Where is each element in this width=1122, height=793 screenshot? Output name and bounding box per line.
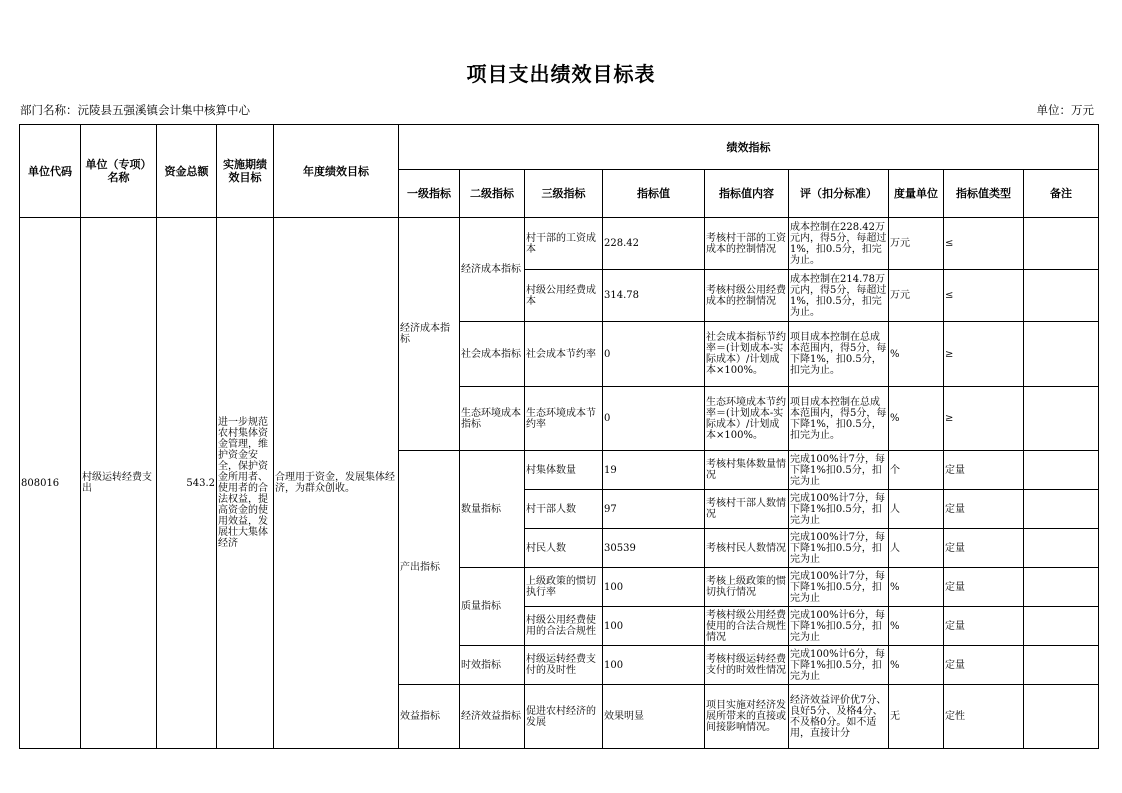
value-type-cell: ≥ — [944, 322, 1024, 387]
criteria-cell: 成本控制在228.42万元内，得5分，每超过1%，扣0.5分，扣完为止。 — [789, 218, 889, 270]
level3-cell: 村集体数量 — [525, 451, 603, 490]
criteria-cell: 项目成本控制在总成本范围内，得5分，每下降1%，扣0.5分，扣完为止。 — [789, 322, 889, 387]
value-cell: 0 — [603, 387, 705, 451]
remark-cell — [1024, 322, 1099, 387]
content-cell: 考核村级运转经费支付的时效性情况 — [705, 646, 789, 685]
content-cell: 考核村级公用经费成本的控制情况 — [705, 270, 789, 322]
header-level1: 一级指标 — [399, 170, 460, 218]
content-cell: 考核村集体数量情况 — [705, 451, 789, 490]
remark-cell — [1024, 607, 1099, 646]
content-cell: 考核村民人数情况 — [705, 529, 789, 568]
level2-cell: 数量指标 — [460, 451, 525, 568]
value-type-cell: 定量 — [944, 451, 1024, 490]
value-cell: 97 — [603, 490, 705, 529]
measure-unit-cell: 万元 — [889, 270, 944, 322]
measure-unit-cell: % — [889, 387, 944, 451]
value-type-cell: 定性 — [944, 685, 1024, 749]
value-cell: 30539 — [603, 529, 705, 568]
content-cell: 考核村级公用经费使用的合法合规性情况 — [705, 607, 789, 646]
value-cell: 100 — [603, 646, 705, 685]
level3-cell: 村级运转经费支付的及时性 — [525, 646, 603, 685]
level3-cell: 村干部人数 — [525, 490, 603, 529]
value-cell: 0 — [603, 322, 705, 387]
value-type-cell: 定量 — [944, 646, 1024, 685]
criteria-cell: 项目成本控制在总成本范围内，得5分，每下降1%，扣0.5分，扣完为止。 — [789, 387, 889, 451]
header-value-type: 指标值类型 — [944, 170, 1024, 218]
level3-cell: 生态环境成本节约率 — [525, 387, 603, 451]
performance-table — [19, 124, 1099, 749]
level3-cell: 村级公用经费成本 — [525, 270, 603, 322]
value-type-cell: 定量 — [944, 568, 1024, 607]
measure-unit-cell: % — [889, 568, 944, 607]
content-cell: 考核上级政策的惯切执行情况 — [705, 568, 789, 607]
remark-cell — [1024, 218, 1099, 270]
measure-unit-cell: % — [889, 607, 944, 646]
header-remark: 备注 — [1024, 170, 1099, 218]
value-cell: 314.78 — [603, 270, 705, 322]
remark-cell — [1024, 387, 1099, 451]
header-fund-total: 资金总额 — [157, 125, 217, 218]
value-type-cell: 定量 — [944, 529, 1024, 568]
header-value: 指标值 — [603, 170, 705, 218]
unit-code-cell: 808016 — [20, 218, 81, 749]
level2-cell: 经济效益指标 — [460, 685, 525, 749]
header-row-1 — [20, 125, 1099, 170]
level3-cell: 社会成本节约率 — [525, 322, 603, 387]
level2-cell: 经济成本指标 — [460, 218, 525, 322]
level2-cell: 质量指标 — [460, 568, 525, 646]
page-title: 项目支出绩效目标表 — [466, 62, 656, 86]
content-cell: 考核村干部人数情况 — [705, 490, 789, 529]
header-criteria: 评（扣分标准） — [789, 170, 889, 218]
measure-unit-cell: 人 — [889, 490, 944, 529]
measure-unit-cell: 个 — [889, 451, 944, 490]
level1-cell: 经济成本指标 — [399, 218, 460, 451]
content-cell: 社会成本指标节约率＝(计划成本-实际成本）/计划成本×100%。 — [705, 322, 789, 387]
level3-cell: 村级公用经费使用的合法合规性 — [525, 607, 603, 646]
level1-cell: 产出指标 — [399, 451, 460, 685]
remark-cell — [1024, 270, 1099, 322]
level1-cell: 效益指标 — [399, 685, 460, 749]
criteria-cell: 完成100%计7分，每下降1%扣0.5分，扣完为止 — [789, 451, 889, 490]
value-type-cell: 定量 — [944, 490, 1024, 529]
value-type-cell: ≤ — [944, 270, 1024, 322]
criteria-cell: 完成100%计7分，每下降1%扣0.5分，扣完为止 — [789, 490, 889, 529]
content-cell: 项目实施对经济发展所带来的直接或间接影响情况。 — [705, 685, 789, 749]
unit-name-cell: 村级运转经费支出 — [81, 218, 157, 749]
measure-unit-cell: % — [889, 322, 944, 387]
header-period-goal: 实施期绩效目标 — [217, 125, 274, 218]
value-type-cell: ≥ — [944, 387, 1024, 451]
value-type-cell: ≤ — [944, 218, 1024, 270]
measure-unit-cell: % — [889, 646, 944, 685]
criteria-cell: 完成100%计6分，每下降1%扣0.5分，扣完为止 — [789, 607, 889, 646]
table-row — [20, 218, 1099, 270]
criteria-cell: 完成100%计7分，每下降1%扣0.5分，扣完为止 — [789, 529, 889, 568]
value-type-cell: 定量 — [944, 607, 1024, 646]
level3-cell: 村干部的工资成本 — [525, 218, 603, 270]
header-annual-goal: 年度绩效目标 — [274, 125, 399, 218]
criteria-cell: 成本控制在214.78万元内，得5分，每超过1%，扣0.5分，扣完为止。 — [789, 270, 889, 322]
level2-cell: 生态环境成本指标 — [460, 387, 525, 451]
value-cell: 100 — [603, 607, 705, 646]
level3-cell: 上级政策的惯切执行率 — [525, 568, 603, 607]
period-goal-cell: 进一步规范农村集体资金管理，维护资金安全，保护资金所用者、使用者的合法权益，提高资金的使用效益，发展壮大集体经济 — [217, 218, 274, 749]
value-cell: 19 — [603, 451, 705, 490]
annual-goal-cell: 合理用于资金，发展集体经济，为群众创收。 — [274, 218, 399, 749]
remark-cell — [1024, 451, 1099, 490]
measure-unit-cell: 万元 — [889, 218, 944, 270]
value-cell: 228.42 — [603, 218, 705, 270]
criteria-cell: 完成100%计6分，每下降1%扣0.5分，扣完为止 — [789, 646, 889, 685]
measure-unit-cell: 无 — [889, 685, 944, 749]
level2-cell: 时效指标 — [460, 646, 525, 685]
fund-total-cell: 543.2 — [157, 218, 217, 749]
level2-cell: 社会成本指标 — [460, 322, 525, 387]
criteria-cell: 完成100%计7分，每下降1%扣0.5分，扣完为止 — [789, 568, 889, 607]
header-measure-unit: 度量单位 — [889, 170, 944, 218]
content-cell: 生态环境成本节约率＝(计划成本-实际成本）/计划成本×100%。 — [705, 387, 789, 451]
remark-cell — [1024, 685, 1099, 749]
measure-unit-cell: 人 — [889, 529, 944, 568]
department-name: 部门名称：沅陵县五强溪镇会计集中核算中心 — [20, 103, 250, 117]
value-cell: 效果明显 — [603, 685, 705, 749]
header-indicators: 绩效指标 — [399, 125, 1099, 170]
header-content: 指标值内容 — [705, 170, 789, 218]
content-cell: 考核村干部的工资成本的控制情况 — [705, 218, 789, 270]
remark-cell — [1024, 646, 1099, 685]
remark-cell — [1024, 568, 1099, 607]
criteria-cell: 经济效益评价优7分、良好5分、及格4分、不及格0分。如不适用，直接计分 — [789, 685, 889, 749]
remark-cell — [1024, 490, 1099, 529]
header-unit-code: 单位代码 — [20, 125, 81, 218]
header-level3: 三级指标 — [525, 170, 603, 218]
level3-cell: 促进农村经济的发展 — [525, 685, 603, 749]
header-level2: 二级指标 — [460, 170, 525, 218]
unit-label: 单位：万元 — [1036, 103, 1094, 117]
level3-cell: 村民人数 — [525, 529, 603, 568]
value-cell: 100 — [603, 568, 705, 607]
remark-cell — [1024, 529, 1099, 568]
header-unit-name: 单位（专项）名称 — [81, 125, 157, 218]
